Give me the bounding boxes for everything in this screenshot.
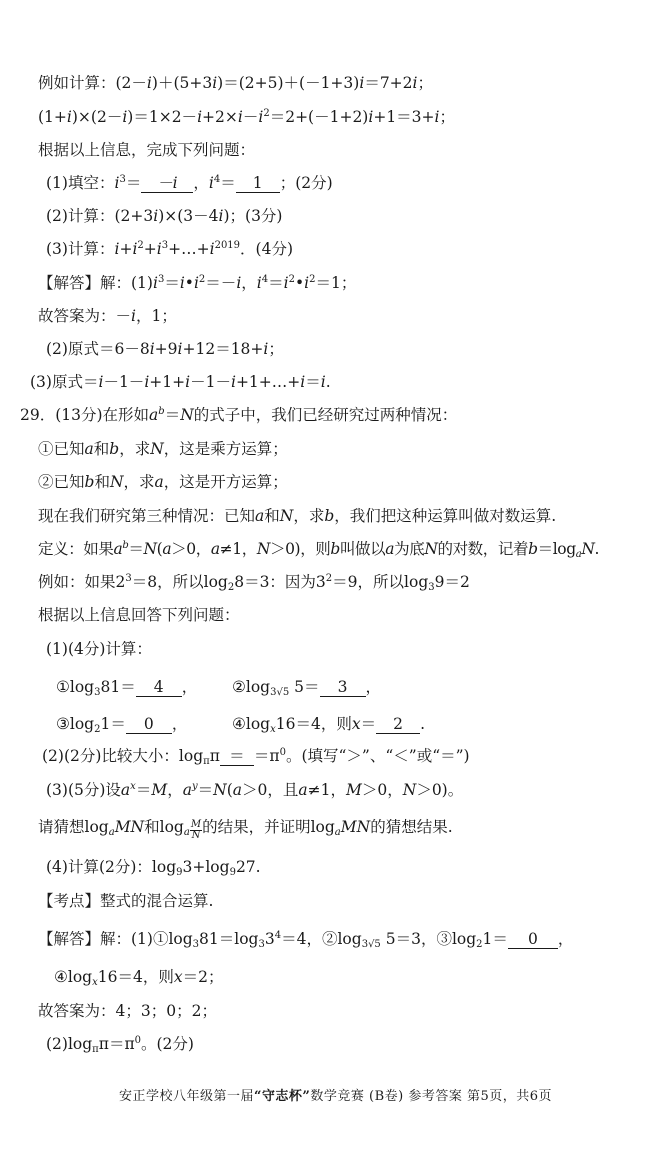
q29-answer-line-3: 故答案为：4；3；0；2；	[38, 1002, 217, 1020]
answer-blank: 2	[376, 716, 420, 734]
q1-part-2: (2)计算：(2+3i)×(3－4i)；(3分)	[46, 207, 283, 225]
q29-case-3: 现在我们研究第三种情况：已知a和N，求b，我们把这种运算叫做对数运算.	[38, 507, 557, 525]
answer-blank: 3	[320, 679, 366, 697]
answer-blank: 1	[236, 175, 280, 193]
q29-part-3: (3)(5分)设$a^x=M$，$a^y=N(a>0$，且a≠1，M＞0，N＞0)。	[46, 781, 464, 799]
answer-1-line-4: (3)原式＝i－1－i+1+i－1－i+1+…+i＝i.	[30, 373, 331, 391]
q29-part-2: (2)(2分)比较大小：$\log_\pi\pi = =\pi^0$。(填写“＞”、“＜”或“＝”)	[42, 747, 470, 767]
answer-1-line-3: (2)原式＝6－8i+9i+12＝18+i；	[46, 340, 284, 358]
q29-case-2: ②已知b和N，求a，这是开方运算；	[38, 473, 288, 491]
example-line-2: $(1+i)\times(2-i)=1\times 2-i+2\times i-i^2=2+(-1+2)i+1=3+i$；	[38, 108, 456, 126]
q29-answer-line-1: 【解答】解：$(1)①\log_381=\log_33^4=4$，$②\log_{3√5}$ 5＝3，$③\log_21= 0$ ，	[38, 930, 574, 950]
q29-definition: 定义：如果$a^b=N(a>0$，a≠1，N＞0)，则b叫做以a为底N的对数，记着$b=\log_aN$.	[38, 540, 600, 560]
q1-part-3: (3)计算：$i+i^2+i^3+\dots+i^{2019}$．(4分)	[46, 240, 293, 258]
page-footer: 安正学校八年级第一届“守志杯”数学竞赛 (B卷) 参考答案 第5页，共6页	[118, 1089, 553, 1104]
q29-part-1-item-c: $③\log_21= 0$ ，	[56, 715, 188, 735]
answer-blank: ＝	[220, 748, 254, 766]
q29-answer-line-4: $(2)\log_\pi\pi=\pi^0$。(2分)	[46, 1035, 194, 1055]
example-line-1: 例如计算：(2－i)＋(5+3i)＝(2+5)＋(－1+3)i＝7+2i；	[38, 74, 434, 92]
answer-blank: 0	[126, 716, 172, 734]
q29-ask: 根据以上信息回答下列问题：	[38, 606, 240, 624]
example-line-3: 根据以上信息，完成下列问题：	[38, 141, 256, 159]
q29-part-1-item-b: $②\log_{3√5}$ 5＝ 3 ，	[232, 678, 382, 698]
q29-part-1-item-a: $①\log_381= 4$ ，	[56, 678, 198, 698]
answer-blank: 0	[508, 931, 558, 949]
answer-1-line-1: 【解答】解：$(1)i^3=i•i^2=-i$，$i^4=i^2•i^2=1$；	[38, 274, 357, 292]
answer-blank: －i	[141, 175, 193, 193]
answer-1-line-2: 故答案为：－i，1；	[38, 307, 177, 325]
q29-case-1: ①已知a和b，求N，这是乘方运算；	[38, 440, 288, 458]
q29-part-4: (4)计算(2分)：$\log_93+\log_927$.	[46, 858, 261, 878]
q29-part-1-item-d: $④\log_x16=4$，则x＝ 2 .	[232, 715, 426, 735]
fraction-m-over-n: $\frac{M}{N}$	[190, 819, 202, 841]
q29-part-1: (1)(4分)计算：	[46, 640, 152, 658]
q1-part-1: (1)填空：$i^3= -i$ ，$i^4= 1$ ；(2分)	[46, 174, 333, 192]
answer-blank: 4	[136, 679, 182, 697]
q29-heading: 29．(13分)在形如$a^b=N$的式子中，我们已经研究过两种情况：	[20, 406, 458, 424]
q29-knowledge-point: 【考点】整式的混合运算.	[38, 892, 214, 910]
q29-part-3-conjecture: 请猜想$\log_aMN$和$\log_a$ $\frac{M}{N}$ 的结果，并证明$\log_aMN$的猜想结果.	[38, 818, 453, 841]
q29-example: 例如：如果$2^3=8$，所以$\log_28=3$：因为$3^2=9$，所以$\log_39=2$	[38, 573, 470, 593]
q29-answer-line-2: $④\log_x16=4$，则x＝2；	[54, 968, 224, 988]
